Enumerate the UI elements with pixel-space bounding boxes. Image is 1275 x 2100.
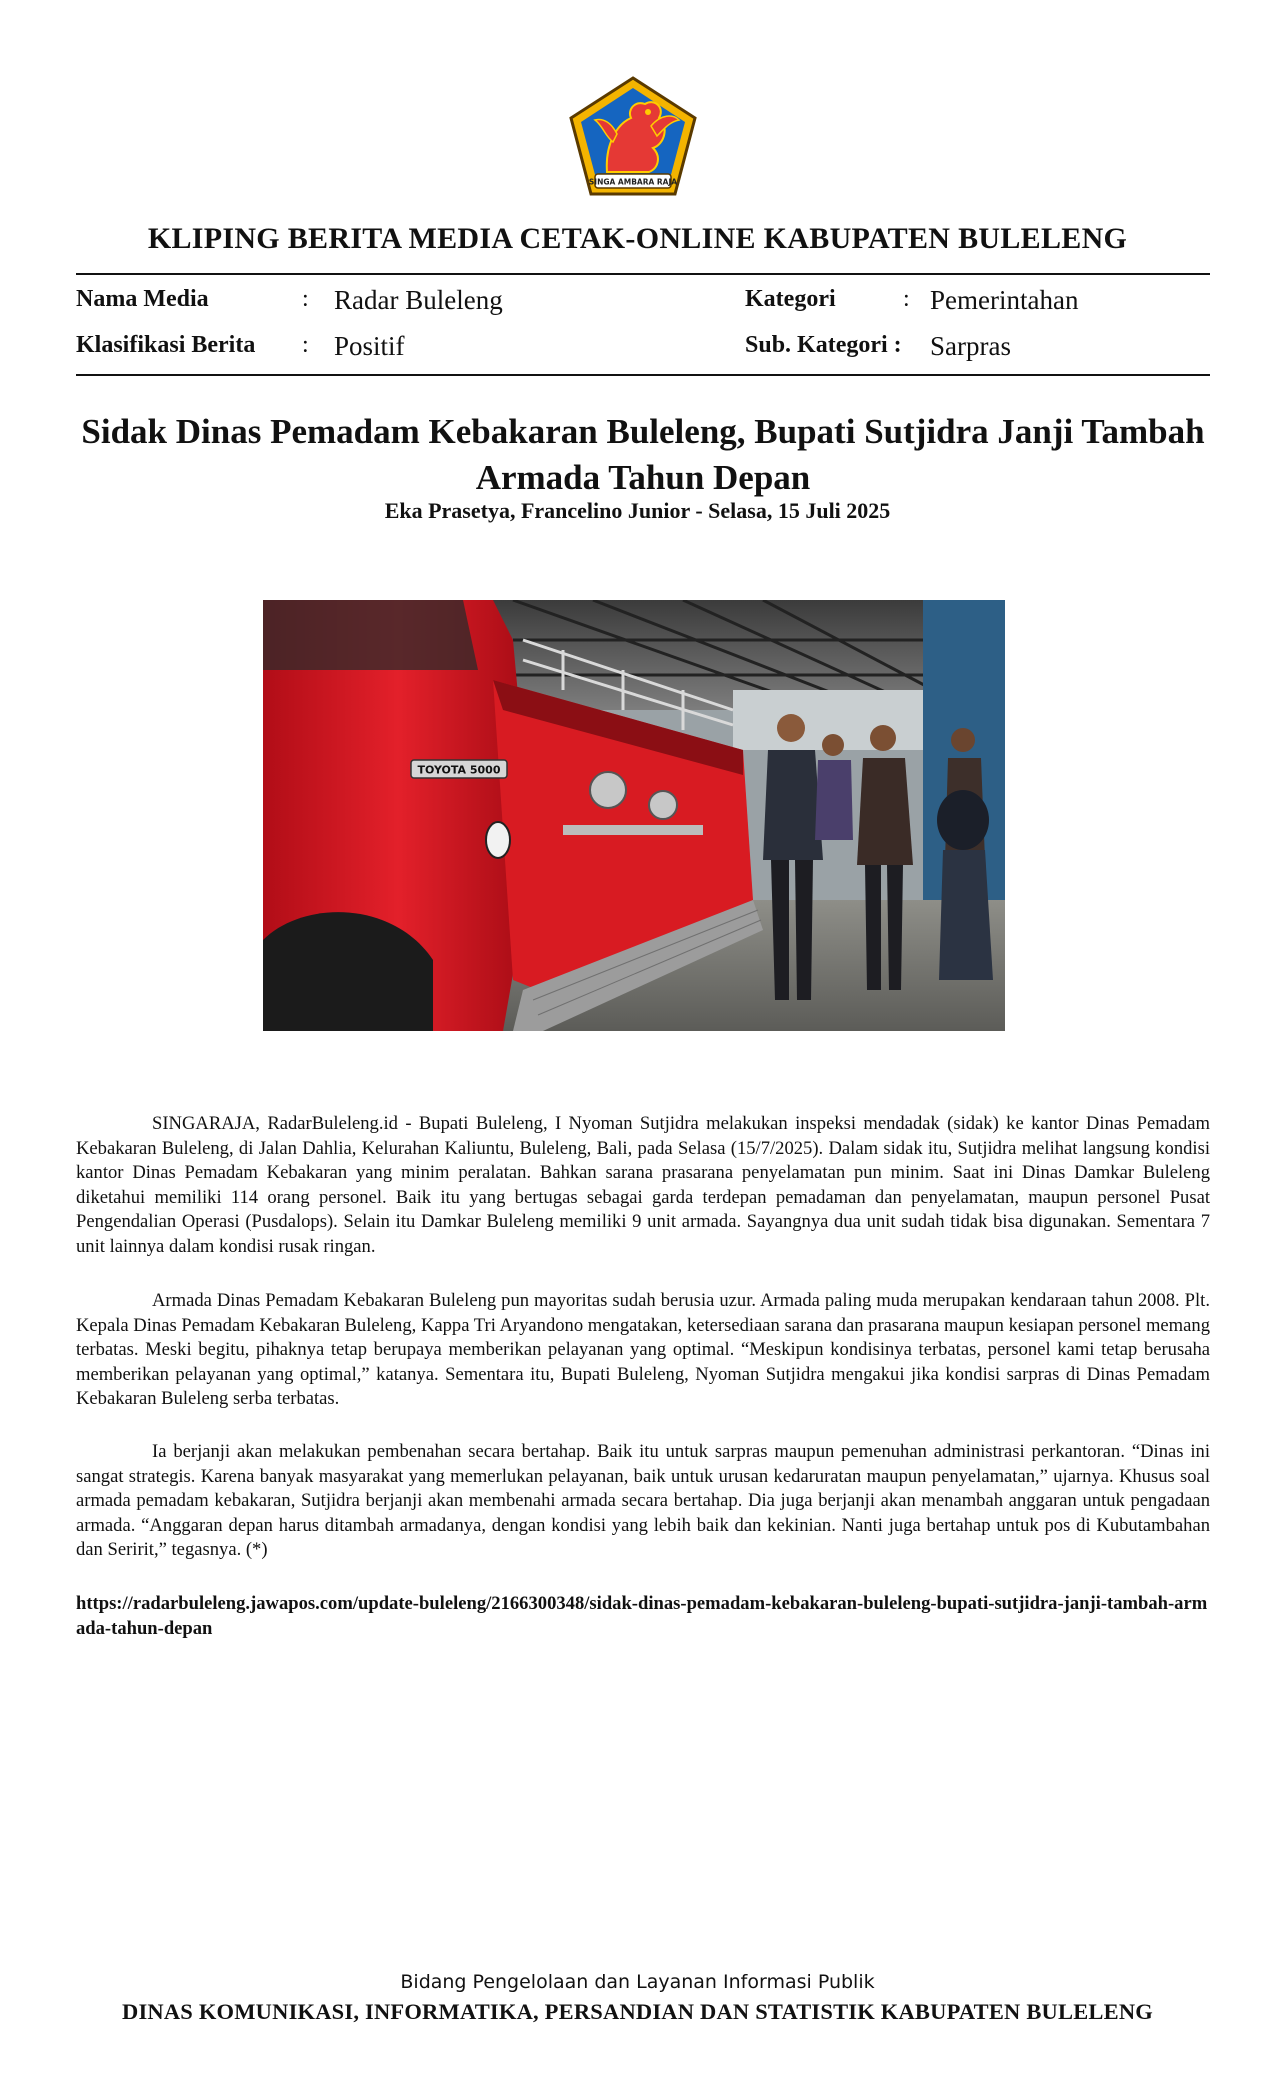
media-value: Radar Buleleng: [334, 285, 503, 315]
footer-subtitle: Bidang Pengelolaan dan Layanan Informasi Publik: [400, 1971, 875, 1993]
klasifikasi-label: Klasifikasi Berita: [76, 332, 256, 358]
logo-motto-text: SINGA AMBARA RAJA: [588, 177, 678, 187]
klasifikasi-colon: :: [302, 332, 309, 358]
media-label: Nama Media: [76, 286, 209, 312]
article-paragraph-1-text: SINGARAJA, RadarBuleleng.id - Bupati Buleleng, I Nyoman Sutjidra melakukan inspeksi mendadak (sidak) ke kantor Dinas Pemadam Kebakaran Buleleng, di Jalan Dahlia, Kelurahan Kaliuntu, Buleleng, Bali, pada Selasa (15/7/2025). Dalam sidak itu, Sutjidra melihat langsung kondisi kantor Dinas Pemadam Kebakaran yang minim peralatan. Bahkan sarana prasarana penyelamatan pun minim. Saat ini Dinas Damkar Buleleng diketahui memiliki 114 orang personel. Baik itu yang bertugas sebagai garda terdepan pemadaman dan penyelamatan, maupun personel Pusat Pengendalian Operasi (Pusdalops). Selain itu Damkar Buleleng memiliki 9 unit armada. Sayangnya dua unit sudah tidak bisa digunakan. Sementara 7 unit lainnya dalam kondisi rusak ringan.: [76, 1113, 1210, 1257]
klasifikasi-value: Positif: [334, 331, 405, 361]
header-divider-top: [76, 273, 1210, 275]
article-paragraph-1: [76, 1112, 1210, 1259]
article-paragraph-3: [76, 1440, 1210, 1563]
article-byline: Eka Prasetya, Francelino Junior - Selasa, 15 Juli 2025: [384, 498, 891, 523]
article-paragraph-3-text: Ia berjanji akan melakukan pembenahan secara bertahap. Baik itu untuk sarpras maupun pemenuhan administrasi perkantoran. “Dinas ini sangat strategis. Karena banyak masyarakat yang memerlukan pelayanan, baik untuk urusan kedaruratan maupun penyelamatan,” ujarnya. Khusus soal armada pemadam kebakaran, Sutjidra berjanji akan membenahi armada secara bertahap. Dia juga berjanji akan menambah anggaran untuk pengadaan armada. “Anggaran depan harus ditambah armadanya, dengan kondisi yang lebih baik dan kekinian. Nanti juga bertahap untuk pos di Kubutambahan dan Seririt,” tegasnya. (*): [76, 1441, 1210, 1560]
truck-badge-text: TOYOTA 5000: [417, 763, 501, 777]
source-url-link[interactable]: https://radarbuleleng.jawapos.com/update-buleleng/2166300348/sidak-dinas-pemadam-kebakaran-buleleng-bupati-sutjidra-janji-tambah-armada-tahun-depan: [76, 1593, 1208, 1639]
subkategori-label: Sub. Kategori :: [745, 332, 902, 358]
article-paragraph-2: [76, 1289, 1210, 1412]
kategori-label: Kategori: [745, 286, 836, 312]
document-title: KLIPING BERITA MEDIA CETAK-ONLINE KABUPATEN BULELENG: [147, 222, 1128, 255]
subkategori-value: Sarpras: [930, 331, 1011, 361]
kategori-value: Pemerintahan: [930, 285, 1079, 315]
fire-truck-inspection-photo: [263, 600, 1005, 1031]
footer-title: DINAS KOMUNIKASI, INFORMATIKA, PERSANDIAN DAN STATISTIK KABUPATEN BULELENG: [122, 1999, 1153, 2024]
header-divider-bottom: [76, 374, 1210, 376]
article-headline: Sidak Dinas Pemadam Kebakaran Buleleng, Bupati Sutjidra Janji Tambah Armada Tahun Depan: [81, 412, 1205, 497]
regency-logo-icon: [565, 74, 701, 200]
media-colon: :: [302, 286, 309, 312]
kategori-colon: :: [903, 286, 910, 312]
article-paragraph-2-text: Armada Dinas Pemadam Kebakaran Buleleng pun mayoritas sudah berusia uzur. Armada paling muda merupakan kendaraan tahun 2008. Plt. Kepala Dinas Pemadam Kebakaran Buleleng, Kappa Tri Aryandono mengatakan, ketersediaan sarana dan prasarana maupun kesiapan personel memang terbatas. Meski begitu, pihaknya tetap berupaya memberikan pelayanan yang optimal. “Meskipun kondisinya terbatas, personel kami tetap berusaha memberikan pelayanan yang optimal,” katanya. Sementara itu, Bupati Buleleng, Nyoman Sutjidra mengakui jika kondisi sarpras di Dinas Pemadam Kebakaran Buleleng serba terbatas.: [76, 1290, 1210, 1409]
